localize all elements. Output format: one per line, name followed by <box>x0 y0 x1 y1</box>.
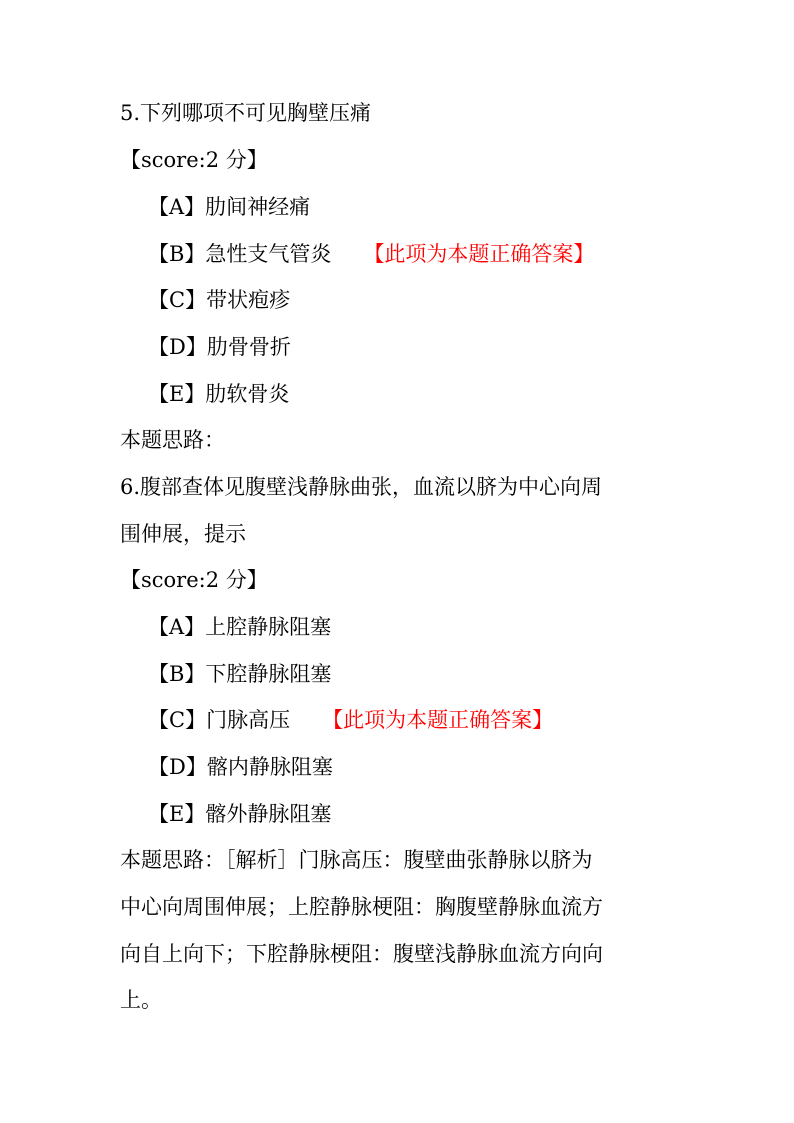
question-6-option-b <box>148 659 331 689</box>
question-6-option-c <box>148 705 553 735</box>
question-5-option-c <box>148 285 290 315</box>
option-label: 【E】肋软骨炎 <box>148 382 290 406</box>
question-6-analysis-line-3: 向自上向下；下腔静脉梗阻：腹壁浅静脉血流方向向 <box>120 942 603 966</box>
question-5-title: 5.下列哪项不可见胸壁压痛 <box>120 101 372 125</box>
question-5-score: 【score:2 分】 <box>120 148 268 172</box>
question-6-analysis-line-1: 本题思路：［解析］门脉高压：腹壁曲张静脉以脐为 <box>120 848 593 872</box>
question-5-option-b <box>148 239 594 269</box>
question-6-analysis-line-4: 上。 <box>120 988 162 1012</box>
correct-answer-marker: 【此项为本题正确答案】 <box>322 708 554 732</box>
question-6-title-line-2: 围伸展，提示 <box>120 522 246 546</box>
option-label: 【B】下腔静脉阻塞 <box>148 662 332 686</box>
correct-answer-marker: 【此项为本题正确答案】 <box>363 242 595 266</box>
question-6-analysis-line-2: 中心向周围伸展；上腔静脉梗阻：胸腹壁静脉血流方 <box>120 895 603 919</box>
question-6-score: 【score:2 分】 <box>120 568 268 592</box>
option-label: 【E】髂外静脉阻塞 <box>148 802 332 826</box>
option-label: 【A】上腔静脉阻塞 <box>148 615 332 639</box>
question-5-analysis: 本题思路： <box>120 428 225 452</box>
option-label: 【D】髂内静脉阻塞 <box>148 755 333 779</box>
question-6-option-a <box>148 612 331 642</box>
question-5-option-a <box>148 192 310 222</box>
option-label: 【A】肋间神经痛 <box>148 195 311 219</box>
question-5-option-d <box>148 332 291 362</box>
question-6-title-line-1: 6.腹部查体见腹壁浅静脉曲张，血流以脐为中心向周 <box>120 475 603 499</box>
question-5-option-e <box>148 379 289 409</box>
option-label: 【B】急性支气管炎 <box>148 242 332 266</box>
option-label: 【C】门脉高压 <box>148 708 291 732</box>
question-6-option-e <box>148 799 331 829</box>
option-label: 【C】带状疱疹 <box>148 288 291 312</box>
question-6-option-d <box>148 752 333 782</box>
option-label: 【D】肋骨骨折 <box>148 335 291 359</box>
